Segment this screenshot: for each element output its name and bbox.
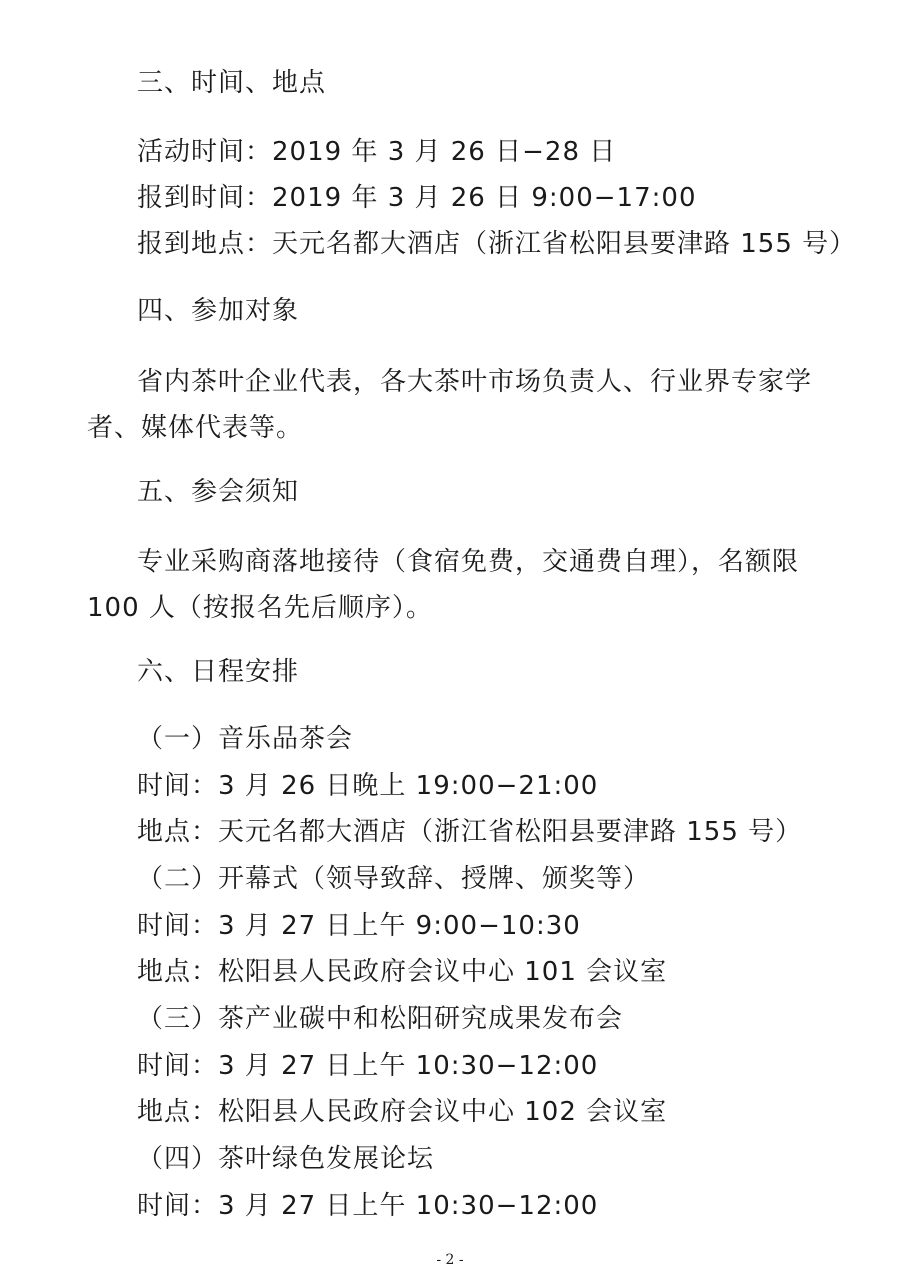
schedule-item: 时间：3 月 26 日晚上 19:00−21:00: [137, 771, 599, 801]
section-five-heading: 五、参会须知: [137, 477, 300, 507]
activity-time: 活动时间：2019 年 3 月 26 日−28 日: [137, 137, 617, 167]
schedule-item: （二）开幕式（领导致辞、授牌、颁奖等）: [137, 864, 651, 894]
schedule-item: 地点：松阳县人民政府会议中心 101 会议室: [137, 957, 668, 987]
schedule-item: （三）茶产业碳中和松阳研究成果发布会: [137, 1004, 624, 1034]
section-four-body: 省内茶叶企业代表，各大茶叶市场负责人、行业界专家学者、媒体代表等。: [87, 367, 813, 443]
schedule-item: （四）茶叶绿色发展论坛: [137, 1144, 435, 1174]
checkin-time: 报到时间：2019 年 3 月 26 日 9:00−17:00: [137, 183, 697, 213]
section-four-heading: 四、参加对象: [137, 296, 300, 326]
section-five-body: 专业采购商落地接待（食宿免费，交通费自理），名额限 100 人（按报名先后顺序）。: [87, 547, 800, 623]
checkin-place: 报到地点：天元名都大酒店（浙江省松阳县要津路 155 号）: [137, 229, 857, 259]
section-three-heading: 三、时间、地点: [137, 68, 327, 98]
schedule-item: 时间：3 月 27 日上午 10:30−12:00: [137, 1191, 599, 1221]
page-number: - 2 -: [436, 1252, 464, 1268]
schedule-item: 时间：3 月 27 日上午 10:30−12:00: [137, 1051, 599, 1081]
schedule-item: （一）音乐品茶会: [137, 724, 354, 754]
schedule-item: 时间：3 月 27 日上午 9:00−10:30: [137, 911, 581, 941]
schedule-item: 地点：天元名都大酒店（浙江省松阳县要津路 155 号）: [137, 817, 803, 847]
schedule-item: 地点：松阳县人民政府会议中心 102 会议室: [137, 1097, 668, 1127]
section-six-heading: 六、日程安排: [137, 657, 300, 687]
